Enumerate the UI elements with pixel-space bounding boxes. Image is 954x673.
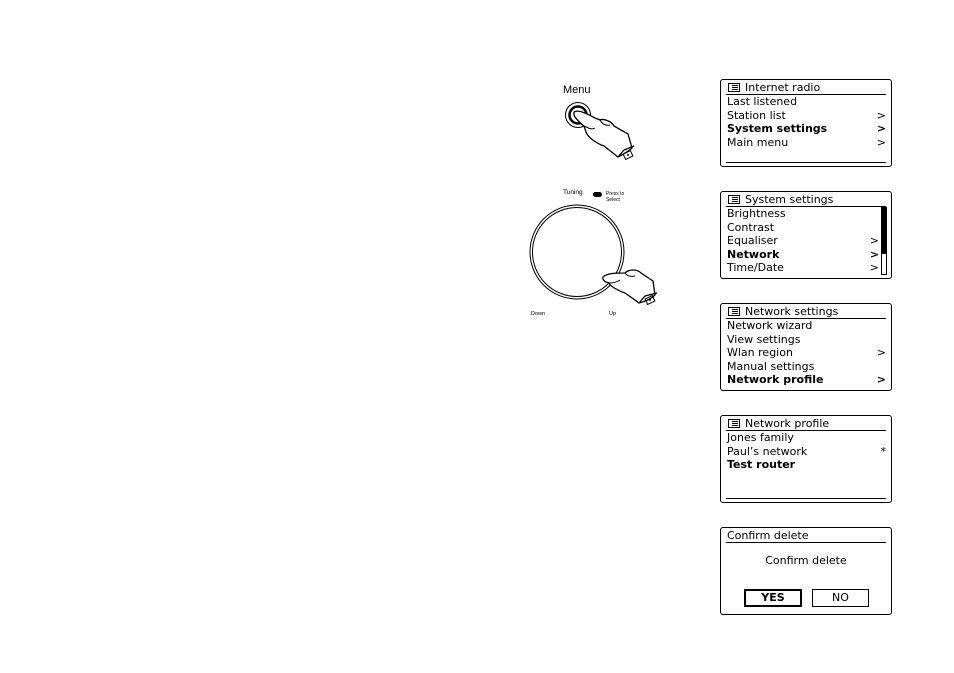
pointing-hand-icon <box>574 111 634 159</box>
display-internet-radio <box>720 79 892 167</box>
menu-item-label: System settings <box>727 122 828 135</box>
screen-footer-line <box>726 498 886 499</box>
submenu-arrow-icon: > <box>876 346 886 359</box>
submenu-arrow-icon: > <box>869 247 879 261</box>
yes-button[interactable]: YES <box>744 589 802 607</box>
submenu-arrow-icon: > <box>876 373 886 386</box>
display-system-settings <box>720 191 892 279</box>
menu-item-label: Last listened <box>727 95 798 108</box>
tuning-knob-illustration <box>525 183 675 323</box>
submenu-arrow-icon: > <box>876 122 886 135</box>
screen-title: System settings <box>745 193 834 206</box>
menu-item-last-listened[interactable] <box>727 95 886 109</box>
menu-item-label: Manual settings <box>727 359 815 373</box>
menu-item-label: Brightness <box>727 207 786 220</box>
submenu-arrow-icon: > <box>869 234 879 247</box>
display-network-profile <box>720 415 892 503</box>
display-confirm-delete <box>720 527 892 615</box>
screen-header <box>726 81 886 95</box>
menu-item-network-wizard[interactable] <box>727 319 886 333</box>
menu-item-time-date[interactable] <box>727 261 879 275</box>
menu-item-view-settings[interactable] <box>727 333 886 347</box>
confirm-message: Confirm delete <box>765 554 847 567</box>
screen-header <box>726 529 886 543</box>
menu-item-equaliser[interactable] <box>727 234 879 248</box>
scrollbar-thumb[interactable] <box>882 208 886 254</box>
tuning-label: Tuning <box>563 189 583 196</box>
menu-item-brightness[interactable] <box>727 207 879 221</box>
current-profile-asterisk-icon: * <box>880 444 886 458</box>
menu-item-label: Network <box>727 247 780 261</box>
down-label: Down <box>531 311 546 317</box>
up-label: Up <box>609 311 617 317</box>
submenu-arrow-icon: > <box>869 261 879 274</box>
menu-item-label: Network profile <box>727 373 824 386</box>
menu-item-label: Paul’s network <box>727 444 808 458</box>
press-to-label: Press to <box>606 191 625 197</box>
no-button[interactable]: NO <box>812 589 869 607</box>
menu-item-label: Station list <box>727 108 786 122</box>
submenu-arrow-icon: > <box>876 135 886 149</box>
screen-title: Network profile <box>745 417 830 430</box>
menu-list-icon <box>728 307 740 316</box>
screen-header <box>726 305 886 319</box>
menu-item-label: Time/Date <box>727 261 784 274</box>
menu-item-label: Test router <box>727 458 796 471</box>
screen-title: Internet radio <box>745 81 821 94</box>
menu-item-test-router[interactable] <box>727 458 886 472</box>
menu-list-icon <box>728 83 740 92</box>
menu-item-system-settings[interactable] <box>727 122 886 136</box>
screen-title: Network settings <box>745 305 839 318</box>
menu-list-icon <box>728 419 740 428</box>
menu-item-main-menu[interactable] <box>727 136 886 150</box>
menu-item-label: Wlan region <box>727 346 793 359</box>
select-button-icon <box>593 192 602 197</box>
screen-title: Confirm delete <box>727 529 809 542</box>
screen-header <box>726 193 886 207</box>
menu-item-label: Main menu <box>727 135 789 149</box>
menu-item-label: Contrast <box>727 220 775 234</box>
menu-item-station-list[interactable] <box>727 109 886 123</box>
menu-item-label: Jones family <box>727 431 794 444</box>
menu-item-label: View settings <box>727 332 801 346</box>
menu-button-label: Menu <box>563 84 591 96</box>
screen-header <box>726 417 886 431</box>
menu-item-jones-family[interactable] <box>727 431 886 445</box>
submenu-arrow-icon: > <box>876 108 886 122</box>
menu-item-network-profile[interactable] <box>727 373 886 387</box>
pointing-hand-icon <box>603 270 657 304</box>
menu-item-label: Network wizard <box>727 319 813 332</box>
menu-item-label: Equaliser <box>727 234 778 247</box>
menu-list-icon <box>728 195 740 204</box>
select-label: Select <box>606 197 620 203</box>
menu-item-pauls-network[interactable] <box>727 445 886 459</box>
menu-button-illustration <box>540 78 650 168</box>
menu-item-wlan-region[interactable] <box>727 346 886 360</box>
menu-item-manual-settings[interactable] <box>727 360 886 374</box>
screen-footer-line <box>726 162 886 163</box>
menu-item-network[interactable] <box>727 248 879 262</box>
menu-item-contrast[interactable] <box>727 221 879 235</box>
scrollbar[interactable] <box>881 207 887 275</box>
display-network-settings <box>720 303 892 391</box>
